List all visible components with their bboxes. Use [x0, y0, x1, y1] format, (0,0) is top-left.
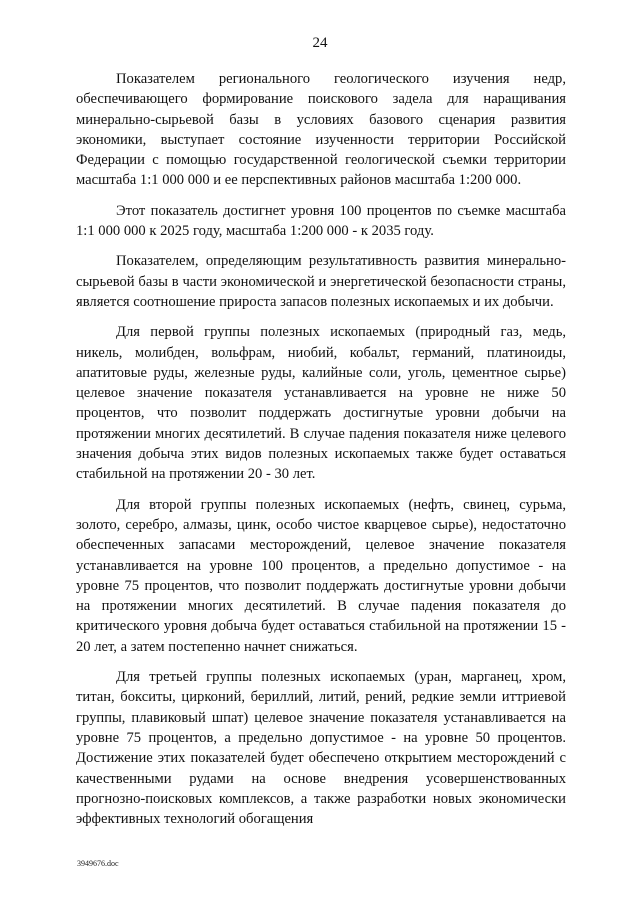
paragraph: Этот показатель достигнет уровня 100 процентов по съемке масштаба 1:1 000 000 к 2025 году, масштаба 1:200 000 - к 2035 году. — [76, 202, 566, 240]
paragraph: Показателем регионального геологического изучения недр, обеспечивающего формирование поискового задела для наращивания минерально-сырьевой базы в условиях базового сценария развития экономики, выступает состояние изученности территории Российской Федерации с помощью государственной геологической съемки территории масштаба 1:1 000 000 и ее перспективных районов масштаба 1:200 000. — [76, 71, 566, 189]
paragraph: Для первой группы полезных ископаемых (природный газ, медь, никель, молибден, вольфрам, ниобий, кобальт, германий, платиноиды, апатитовые руды, железные руды, калийные соли, уголь, цементное сырье) целевое значение показателя устанавливается на уровне не ниже 50 процентов, что позволит поддержать достигнутые уровни добычи на протяжении многих десятилетий. В случае падения показателя ниже целевого значения добыча этих видов полезных ископаемых также будет оставаться стабильной на протяжении 20 - 30 лет. — [76, 324, 566, 483]
paragraph: Показателем, определяющим результативность развития минерально-сырьевой базы в части экономической и энергетической безопасности страны, является соотношение прироста запасов полезных ископаемых и их добычи. — [76, 253, 566, 310]
paragraph: Для второй группы полезных ископаемых (нефть, свинец, сурьма, золото, серебро, алмазы, цинк, особо чистое кварцевое сырье), недостаточно обеспеченных запасами месторождений, целевое значение показателя устанавливается на уровне 100 процентов, а предельно допустимое - на уровне 75 процентов, что позволит поддержать достигнутые уровни добычи на протяжении многих десятилетий. В случае падения показателя до критического уровня добыча будет оставаться стабильной на протяжении 15 - 20 лет, а затем постепенно начнет снижаться. — [76, 496, 566, 655]
paragraph: Для третьей группы полезных ископаемых (уран, марганец, хром, титан, бокситы, цирконий, бериллий, литий, рений, редкие земли иттриевой группы, плавиковый шпат) целевое значение показателя устанавливается на уровне 75 процентов, а предельно допустимое - на уровне 50 процентов. Достижение этих показателей будет обеспечено открытием месторождений с качественными рудами на основе внедрения усовершенствованных прогнозно-поисковых комплексов, а также разработки новых экономически эффективных технологий обогащения — [76, 669, 566, 828]
footer-filename: 3949676.doc — [77, 859, 119, 868]
document-body — [76, 69, 566, 839]
page-number: 24 — [312, 35, 328, 51]
